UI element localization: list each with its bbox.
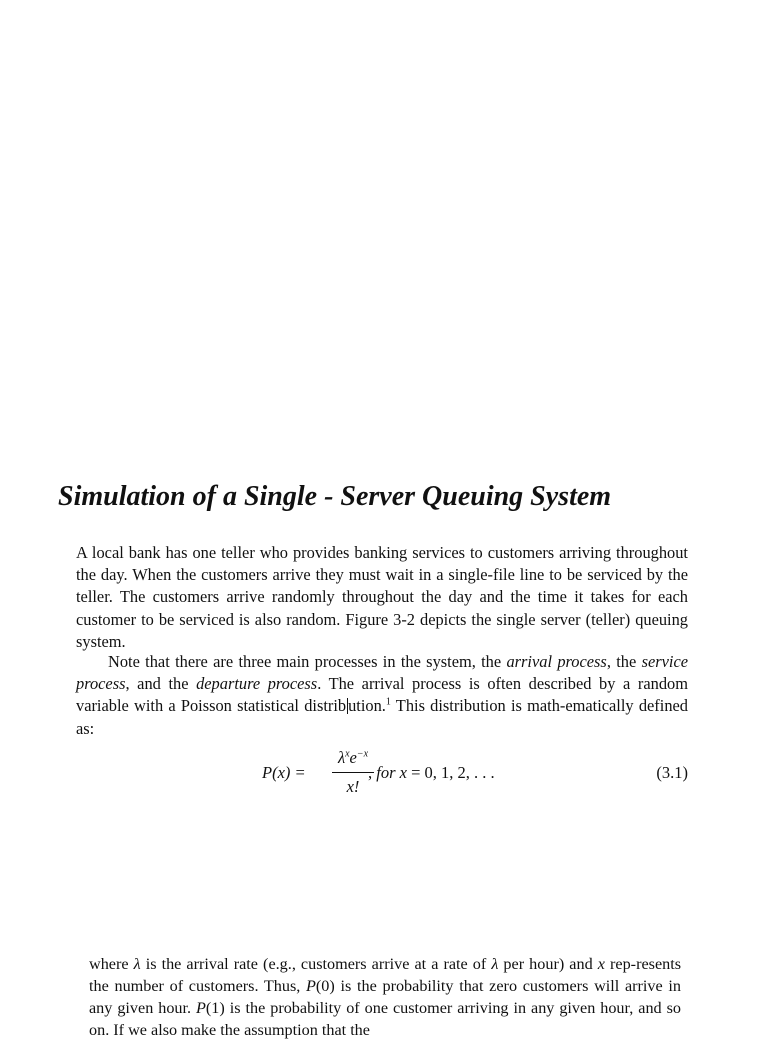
text-run: This distribution is math-ematically defined as: (76, 696, 688, 738)
equation-for-x: for x (376, 763, 407, 782)
equation-number: (3.1) (656, 763, 688, 782)
equation-lhs (262, 763, 306, 783)
emphasis-arrival-process: arrival process (506, 652, 607, 671)
numerator-exponent-x: x (345, 748, 350, 760)
text-run: per hour) and (498, 955, 598, 973)
paragraph-where (89, 953, 681, 1041)
numerator-exponent-minus-x: −x (356, 748, 369, 760)
footnote-marker[interactable]: 1 (385, 696, 391, 708)
numerator-lambda: λ (337, 748, 346, 767)
text-run: (0) is the probability that zero customers will arrive in any given hour. (89, 977, 681, 1017)
section-title: Simulation of a Single - Server Queuing System (58, 481, 612, 512)
text-run: Note that there are three main processes in the system, the (108, 652, 507, 671)
text-run: . The arrival process is often described by a random variable with a Poisson statistical distrib (76, 674, 688, 716)
text-run: (1) is the probability of one customer arriving in any given hour, and so on. If we also make the assumption that the (89, 999, 681, 1039)
equation-lhs-text: P(x) = (262, 763, 306, 782)
equation-values: = 0, 1, 2, . . . (406, 763, 495, 782)
equation-comma: , (368, 763, 373, 782)
symbol-lambda: λ (133, 955, 141, 973)
emphasis-service-process: service process (76, 652, 688, 694)
emphasis-departure-process: departure process (196, 674, 318, 694)
equation-rhs (368, 763, 495, 783)
symbol-lambda: λ (491, 955, 499, 973)
text-run: , the (606, 652, 642, 671)
symbol-P: P (196, 999, 206, 1017)
text-run: , and the (125, 674, 197, 694)
paragraph-processes (76, 651, 688, 740)
text-run: rep-resents the number of customers. Thus, (89, 955, 682, 995)
equation-3-1 (240, 746, 700, 802)
text-run: ution. (348, 696, 386, 716)
symbol-P: P (306, 977, 316, 995)
numerator-e: e (349, 748, 357, 767)
fraction-denominator: x! (346, 777, 360, 796)
text-run: is the arrival rate (e.g., customers arrive at a rate of (140, 955, 492, 973)
text-run: where (89, 955, 134, 973)
symbol-x: x (597, 955, 605, 973)
paragraph-intro: A local bank has one teller who provides banking services to customers arriving throughout the day. When the customers arrive they must wait in a single-file line to be serviced by the teller. The customers arrive randomly throughout the day and the time it takes for each customer to be serviced is also random. Figure 3-2 depicts the single server (teller) queuing system. (76, 543, 688, 651)
